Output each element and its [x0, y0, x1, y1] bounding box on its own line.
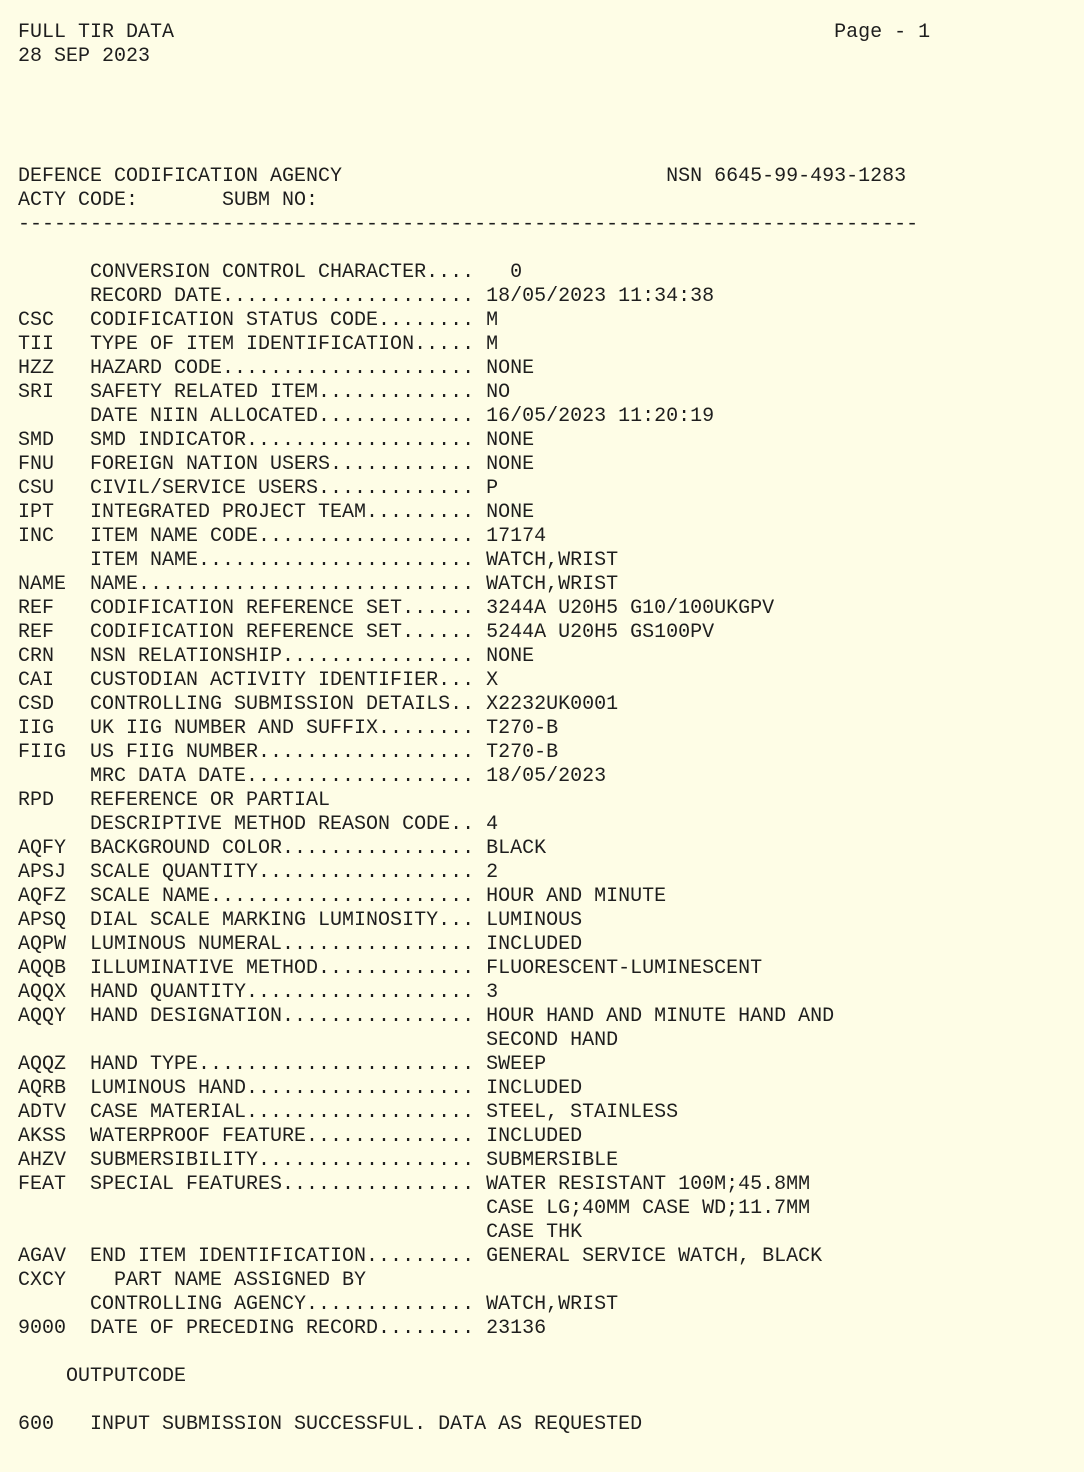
record-agav: AGAV END ITEM IDENTIFICATION......... GENERAL SERVICE WATCH, BLACK	[18, 1245, 823, 1268]
blank-line-3	[18, 117, 1084, 141]
outputcode-600-message: 600 INPUT SUBMISSION SUCCESSFUL. DATA AS REQUESTED	[18, 1413, 643, 1436]
record-item-name: ITEM NAME....................... WATCH,WRIST	[18, 549, 619, 572]
record-cxcy-line2: CONTROLLING AGENCY.............. WATCH,WRIST	[18, 1293, 619, 1316]
record-aqqb: AQQB ILLUMINATIVE METHOD............. FLUORESCENT-LUMINESCENT	[18, 957, 763, 980]
record-aqrb: AQRB LUMINOUS HAND................... INCLUDED	[18, 1077, 583, 1100]
record-tii: TII TYPE OF ITEM IDENTIFICATION..... M	[18, 333, 499, 356]
divider-line: ---------------------------------------------------------------------------	[18, 213, 919, 236]
record-9000: 9000 DATE OF PRECEDING RECORD........ 23136	[18, 1317, 547, 1340]
blank-line-6	[18, 1341, 1084, 1365]
record-aqfz: AQFZ SCALE NAME...................... HOUR AND MINUTE	[18, 885, 667, 908]
record-cxcy: CXCY PART NAME ASSIGNED BY	[18, 1269, 367, 1292]
record-ahzv: AHZV SUBMERSIBILITY.................. SUBMERSIBLE	[18, 1149, 619, 1172]
record-feat-line2: CASE LG;40MM CASE WD;11.7MM	[18, 1197, 811, 1220]
record-sri: SRI SAFETY RELATED ITEM............. NO	[18, 381, 511, 404]
record-conversion-control-character: CONVERSION CONTROL CHARACTER.... 0	[18, 261, 523, 284]
header-date-line: 28 SEP 2023	[18, 45, 151, 68]
record-akss: AKSS WATERPROOF FEATURE.............. INCLUDED	[18, 1125, 583, 1148]
record-adtv: ADTV CASE MATERIAL................... STEEL, STAINLESS	[18, 1101, 679, 1124]
acty-subm-line: ACTY CODE: SUBM NO:	[18, 189, 319, 212]
header-title-line: FULL TIR DATA Page - 1	[18, 21, 931, 44]
record-aqpw: AQPW LUMINOUS NUMERAL................ INCLUDED	[18, 933, 583, 956]
record-csu: CSU CIVIL/SERVICE USERS............. P	[18, 477, 499, 500]
record-fnu: FNU FOREIGN NATION USERS............ NONE	[18, 453, 535, 476]
blank-line-2	[18, 93, 1084, 117]
blank-line-7	[18, 1389, 1084, 1413]
blank-line-5	[18, 237, 1084, 261]
record-ref-2: REF CODIFICATION REFERENCE SET...... 5244A U20H5 GS100PV	[18, 621, 715, 644]
record-iig: IIG UK IIG NUMBER AND SUFFIX........ T270-B	[18, 717, 559, 740]
record-apsq: APSQ DIAL SCALE MARKING LUMINOSITY... LUMINOUS	[18, 909, 583, 932]
record-name: NAME NAME............................ WATCH,WRIST	[18, 573, 619, 596]
record-feat-line3: CASE THK	[18, 1221, 583, 1244]
record-rpd: RPD REFERENCE OR PARTIAL	[18, 789, 331, 812]
record-csc: CSC CODIFICATION STATUS CODE........ M	[18, 309, 499, 332]
record-aqfy: AQFY BACKGROUND COLOR................ BLACK	[18, 837, 547, 860]
record-rpd-line2: DESCRIPTIVE METHOD REASON CODE.. 4	[18, 813, 499, 836]
record-apsj: APSJ SCALE QUANTITY.................. 2	[18, 861, 499, 884]
record-hzz: HZZ HAZARD CODE..................... NONE	[18, 357, 535, 380]
record-date-niin-allocated: DATE NIIN ALLOCATED............. 16/05/2023 11:20:19	[18, 405, 715, 428]
record-record-date: RECORD DATE..................... 18/05/2023 11:34:38	[18, 285, 715, 308]
record-aqqx: AQQX HAND QUANTITY................... 3	[18, 981, 499, 1004]
record-ref-1: REF CODIFICATION REFERENCE SET...... 3244A U20H5 G10/100UKGPV	[18, 597, 775, 620]
tir-report-text	[18, 21, 1084, 1437]
record-aqqz: AQQZ HAND TYPE....................... SWEEP	[18, 1053, 547, 1076]
record-crn: CRN NSN RELATIONSHIP................ NONE	[18, 645, 535, 668]
agency-nsn-line: DEFENCE CODIFICATION AGENCY NSN 6645-99-493-1283	[18, 165, 907, 188]
record-smd: SMD SMD INDICATOR................... NONE	[18, 429, 535, 452]
record-fiig: FIIG US FIIG NUMBER.................. T270-B	[18, 741, 559, 764]
record-aqqy-line2: SECOND HAND	[18, 1029, 619, 1052]
record-csd: CSD CONTROLLING SUBMISSION DETAILS.. X2232UK0001	[18, 693, 619, 716]
record-aqqy: AQQY HAND DESIGNATION................ HOUR HAND AND MINUTE HAND AND	[18, 1005, 835, 1028]
record-mrc-data-date: MRC DATA DATE................... 18/05/2023	[18, 765, 607, 788]
record-cai: CAI CUSTODIAN ACTIVITY IDENTIFIER... X	[18, 669, 499, 692]
blank-line-4	[18, 141, 1084, 165]
record-ipt: IPT INTEGRATED PROJECT TEAM......... NONE	[18, 501, 535, 524]
outputcode-heading: OUTPUTCODE	[18, 1365, 187, 1388]
record-inc: INC ITEM NAME CODE.................. 17174	[18, 525, 547, 548]
blank-line-1	[18, 69, 1084, 93]
record-feat: FEAT SPECIAL FEATURES................ WATER RESISTANT 100M;45.8MM	[18, 1173, 811, 1196]
